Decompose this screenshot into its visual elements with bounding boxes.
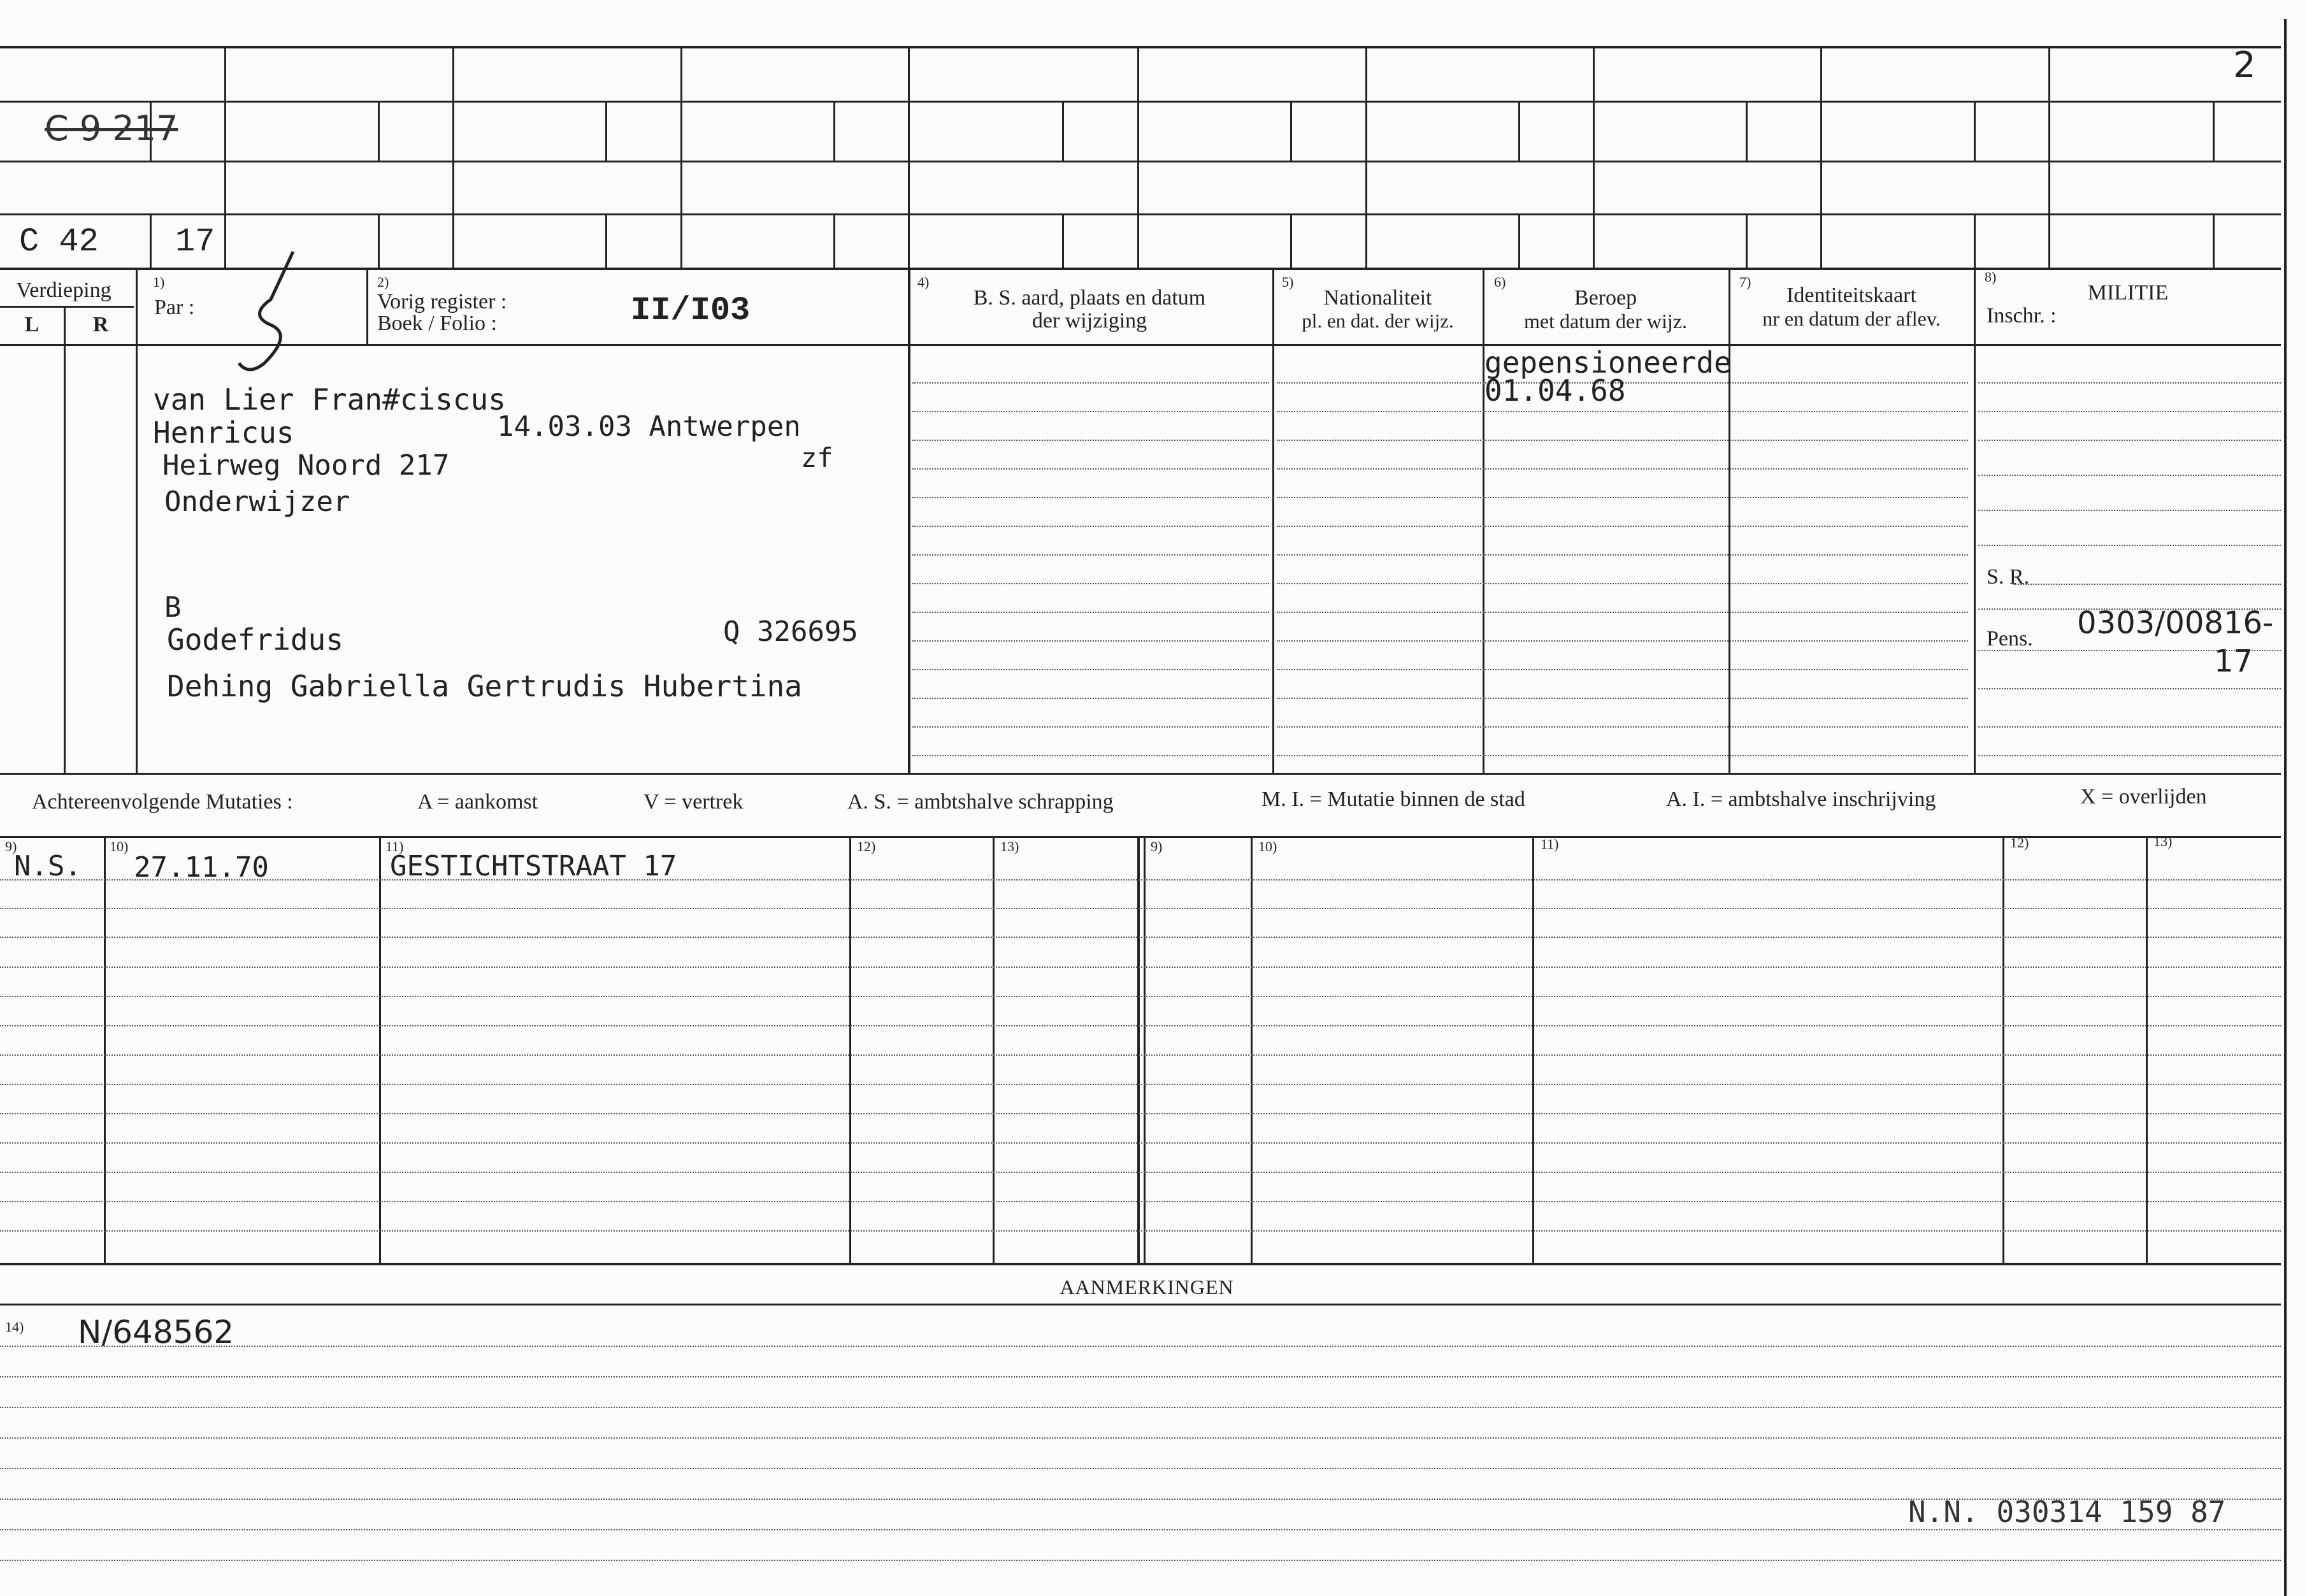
grid-line: [1272, 268, 1274, 774]
pens-value: 0303/00816-: [2077, 605, 2274, 641]
inschr-label: Inschr. :: [1987, 304, 2057, 327]
writing-line: [1978, 411, 2281, 412]
grid-line: [1593, 46, 1595, 269]
legend-a: A = aankomst: [417, 790, 538, 814]
nationaliteit-header-line2: pl. en dat. der wijz.: [1302, 310, 1454, 332]
pens-label: Pens.: [1987, 627, 2033, 651]
grid-line: [1974, 268, 1976, 774]
nn-number: N.N. 030314 159 87: [1908, 1495, 2226, 1529]
writing-line: [912, 612, 1269, 613]
grid-line: [2146, 836, 2148, 1264]
grid-line: [1746, 101, 1748, 161]
bs-header-line2: der wijziging: [1031, 309, 1147, 333]
writing-line: [912, 440, 1269, 441]
field-number: 14): [5, 1319, 24, 1335]
grid-line: [2213, 101, 2215, 161]
par-handwritten-mark: [210, 245, 325, 398]
field-number: 4): [917, 274, 930, 290]
grid-line: [378, 213, 380, 269]
beroep-header-line1: Beroep: [1574, 286, 1637, 310]
grid-line: [0, 836, 2281, 838]
writing-line: [2013, 584, 2281, 585]
grid-line: [908, 268, 910, 774]
writing-line: [912, 382, 1269, 384]
right-border: [2284, 19, 2287, 1596]
reference-code: C 42: [19, 223, 99, 261]
zf-mark: zf: [801, 442, 833, 473]
writing-line: [1277, 440, 1968, 441]
writing-line: [912, 497, 1269, 498]
grid-line: [0, 101, 2281, 103]
verdieping-header: Verdieping: [16, 278, 111, 302]
writing-line: [1277, 583, 1968, 584]
col-number: 9): [1151, 838, 1163, 854]
grid-line: [150, 213, 152, 269]
writing-line: [0, 1560, 2281, 1561]
writing-line: [1978, 440, 2281, 441]
writing-line: [0, 1054, 2281, 1056]
writing-line: [1277, 526, 1968, 527]
reference-number: 17: [175, 223, 215, 261]
writing-line: [0, 996, 2281, 997]
writing-line: [912, 726, 1269, 728]
legend-ai: A. I. = ambtshalve inschrijving: [1666, 787, 1936, 811]
aanmerkingen-value: N/648562: [78, 1314, 234, 1351]
writing-line: [1277, 640, 1968, 642]
mutatie-address: GESTICHTSTRAAT 17: [390, 850, 677, 882]
grid-line: [378, 101, 380, 161]
grid-line: [2048, 46, 2050, 269]
col-number: 13): [2153, 833, 2173, 849]
grid-line: [379, 836, 381, 1264]
grid-line: [0, 306, 134, 308]
grid-line: [1746, 213, 1748, 269]
grid-line: [452, 46, 454, 269]
identiteitskaart-header-line2: nr en datum der aflev.: [1762, 307, 1941, 330]
writing-line: [0, 1113, 2281, 1114]
field-number: 5): [1282, 274, 1294, 290]
grid-line: [1290, 213, 1292, 269]
writing-line: [1277, 669, 1968, 670]
grid-line: [833, 101, 835, 161]
identiteitskaart-header-line1: Identiteitskaart: [1786, 284, 1916, 307]
mutaties-label: Achtereenvolgende Mutaties :: [32, 790, 293, 814]
grid-line: [2213, 213, 2215, 269]
grid-line: [680, 46, 682, 269]
beroep-date: 01.04.68: [1484, 373, 1626, 408]
grid-line: [849, 836, 851, 1264]
beroep-header-line2: met datum der wijz.: [1524, 310, 1687, 333]
r-header: R: [92, 313, 109, 336]
writing-line: [1277, 698, 1968, 699]
grid-line: [1518, 213, 1520, 269]
vorig-register-label: Vorig register :: [377, 290, 507, 313]
grid-line: [1251, 836, 1253, 1264]
grid-line: [1144, 836, 1146, 1264]
grid-line: [0, 773, 2281, 775]
grid-line: [224, 46, 226, 269]
grid-line: [1137, 46, 1139, 269]
grid-line: [605, 213, 607, 269]
col-number: 11): [385, 838, 404, 854]
pens-value-line2: 17: [2214, 643, 2253, 679]
col-number: 9): [5, 838, 17, 854]
writing-line: [912, 583, 1269, 584]
writing-line: [0, 937, 2281, 938]
writing-line: [912, 554, 1269, 556]
writing-line: [0, 1230, 2281, 1232]
grid-line: [0, 213, 2281, 215]
mutatie-type: N.S.: [14, 850, 82, 882]
grid-line: [1062, 101, 1064, 161]
writing-line: [1277, 411, 1968, 412]
writing-line: [1978, 688, 2281, 689]
grid-line: [0, 344, 2281, 346]
field-number: 2): [377, 274, 389, 290]
grid-line: [993, 836, 995, 1264]
grid-line: [2002, 836, 2004, 1264]
grid-line: [605, 101, 607, 161]
writing-line: [0, 908, 2281, 909]
legend-as: A. S. = ambtshalve schrapping: [847, 790, 1114, 814]
writing-line: [1978, 510, 2281, 511]
writing-line: [1978, 545, 2281, 546]
person-name-line1: van Lier Fran#ciscus: [153, 382, 506, 417]
sr-label: S. R.: [1987, 565, 2030, 589]
vorig-register-value: II/I03: [631, 292, 751, 329]
writing-line: [1978, 382, 2281, 384]
writing-line: [1277, 612, 1968, 613]
writing-line: [912, 755, 1269, 756]
col-number: 12): [2010, 835, 2029, 851]
col-number: 13): [1000, 838, 1019, 854]
grid-line: [366, 268, 368, 344]
bs-header-line1: B. S. aard, plaats en datum: [973, 286, 1206, 310]
writing-line: [0, 1201, 2281, 1202]
writing-line: [912, 669, 1269, 670]
col-number: 10): [110, 838, 129, 854]
birth-date-place: 14.03.03 Antwerpen: [497, 410, 801, 443]
writing-line: [0, 1346, 2281, 1347]
grid-line: [1974, 213, 1976, 269]
militie-header: MILITIE: [2087, 281, 2169, 305]
writing-line: [912, 468, 1269, 470]
writing-line: [1277, 726, 1968, 728]
field-number: 7): [1739, 274, 1751, 290]
writing-line: [0, 879, 2281, 881]
grid-line: [0, 161, 2281, 162]
grid-line: [104, 836, 106, 1264]
grid-line: [0, 1304, 2281, 1305]
old-reference: C 9 217: [45, 108, 178, 148]
grid-line: [64, 306, 66, 774]
aanmerkingen-title: AANMERKINGEN: [1060, 1276, 1234, 1298]
mutatie-date: 27.11.70: [134, 851, 269, 884]
occupation: Onderwijzer: [164, 485, 350, 518]
field-number: 1): [153, 274, 165, 290]
writing-line: [1277, 755, 1968, 756]
writing-line: [0, 1468, 2281, 1469]
writing-line: [0, 1437, 2281, 1439]
writing-line: [0, 1407, 2281, 1408]
par-label: Par :: [154, 296, 195, 319]
address: Heirweg Noord 217: [162, 449, 450, 482]
writing-line: [1277, 468, 1968, 470]
writing-line: [912, 411, 1269, 412]
writing-line: [912, 640, 1269, 642]
top-border: [0, 46, 2281, 48]
writing-line: [0, 967, 2281, 968]
legend-x: X = overlijden: [2080, 785, 2207, 809]
grid-line: [0, 1263, 2281, 1265]
nationaliteit-header-line1: Nationaliteit: [1323, 286, 1432, 310]
legend-v: V = vertrek: [643, 790, 744, 814]
writing-line: [1277, 554, 1968, 556]
writing-line: [0, 1142, 2281, 1144]
writing-line: [0, 1172, 2281, 1173]
grid-line: [1974, 101, 1976, 161]
grid-line: [908, 46, 910, 269]
page-mark: 2: [2233, 45, 2256, 86]
spouse-name: Dehing Gabriella Gertrudis Hubertina: [167, 669, 802, 703]
l-header: L: [24, 313, 40, 336]
writing-line: [1978, 755, 2281, 756]
b-mark: B: [164, 591, 182, 624]
id-code: Q 326695: [723, 615, 858, 648]
writing-line: [0, 1529, 2281, 1530]
grid-line: [1137, 836, 1140, 1264]
writing-line: [1978, 475, 2281, 476]
grid-line: [1532, 836, 1534, 1264]
writing-line: [0, 1025, 2281, 1026]
grid-line: [0, 268, 2281, 270]
grid-line: [1518, 101, 1520, 161]
writing-line: [0, 1084, 2281, 1085]
col-number: 12): [857, 838, 876, 854]
grid-line: [136, 268, 138, 774]
beroep-value: gepensioneerde: [1484, 345, 1732, 380]
writing-line: [0, 1376, 2281, 1377]
field-number: 8): [1985, 269, 1997, 285]
grid-line: [1290, 101, 1292, 161]
legend-mi: M. I. = Mutatie binnen de stad: [1261, 787, 1525, 811]
writing-line: [912, 698, 1269, 699]
person-name-line2: Henricus: [153, 415, 294, 450]
field-number: 6): [1494, 274, 1506, 290]
grid-line: [1062, 213, 1064, 269]
grid-line: [833, 213, 835, 269]
writing-line: [1978, 726, 2281, 728]
col-number: 11): [1541, 836, 1559, 852]
father-name: Godefridus: [167, 622, 343, 657]
grid-line: [1365, 46, 1367, 269]
col-number: 10): [1258, 838, 1277, 854]
writing-line: [912, 526, 1269, 527]
grid-line: [1820, 46, 1822, 269]
boek-folio-label: Boek / Folio :: [377, 312, 497, 335]
writing-line: [1277, 497, 1968, 498]
